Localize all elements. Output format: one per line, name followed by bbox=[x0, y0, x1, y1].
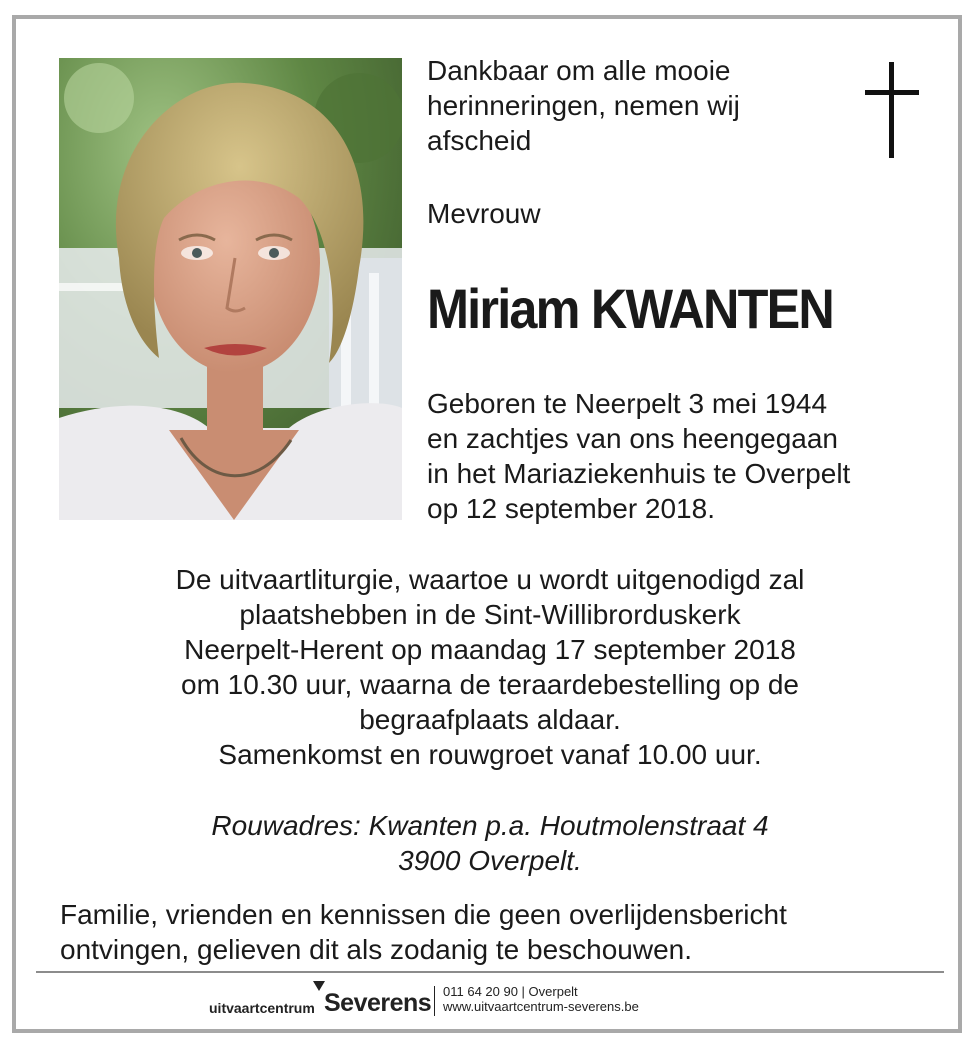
family-note-line: ontvingen, gelieven dit als zodanig te beschouwen. bbox=[60, 934, 692, 965]
birth-death-details bbox=[427, 386, 947, 526]
portrait-photo bbox=[59, 58, 402, 520]
portrait-illustration bbox=[59, 58, 402, 520]
family-note-line: Familie, vrienden en kennissen die geen overlijdensbericht bbox=[60, 899, 787, 930]
brand-name: Severens bbox=[324, 989, 432, 1017]
brand-prefix: uitvaartcentrum bbox=[209, 1000, 315, 1016]
liturgy-line: De uitvaartliturgie, waartoe u wordt uitgenodigd zal bbox=[175, 564, 805, 595]
liturgy-line: Neerpelt-Herent op maandag 17 september 2018 bbox=[184, 634, 796, 665]
contact-phone-location: 011 64 20 90 | Overpelt bbox=[443, 984, 578, 999]
dates-line: en zachtjes van ons heengegaan bbox=[427, 423, 838, 454]
liturgy-line: om 10.30 uur, waarna de teraardebestelling op de bbox=[181, 669, 799, 700]
contact-website-link[interactable]: www.uitvaartcentrum-severens.be bbox=[443, 999, 639, 1014]
address-line: Rouwadres: Kwanten p.a. Houtmolenstraat 4 bbox=[211, 810, 769, 841]
footer-divider bbox=[36, 971, 944, 973]
dates-line: in het Mariaziekenhuis te Overpelt bbox=[427, 458, 851, 489]
salutation: Mevrouw bbox=[427, 198, 541, 229]
liturgy-line: plaatshebben in de Sint-Willibrorduskerk bbox=[239, 599, 741, 630]
dates-line: op 12 september 2018. bbox=[427, 493, 715, 524]
deceased-name: Miriam KWANTEN bbox=[427, 277, 834, 340]
dates-line: Geboren te Neerpelt 3 mei 1944 bbox=[427, 388, 828, 419]
family-note bbox=[60, 897, 940, 967]
liturgy-line: Samenkomst en rouwgroet vanaf 10.00 uur. bbox=[218, 739, 762, 770]
footer-separator bbox=[434, 986, 435, 1016]
contact-info bbox=[443, 984, 639, 1014]
latin-cross-icon bbox=[862, 62, 922, 165]
intro-line: afscheid bbox=[427, 125, 532, 156]
intro-text bbox=[427, 53, 827, 158]
funeral-liturgy-details bbox=[40, 562, 940, 772]
address-line: 3900 Overpelt. bbox=[398, 845, 582, 876]
intro-line: herinneringen, nemen wij bbox=[427, 90, 740, 121]
intro-line: Dankbaar om alle mooie bbox=[427, 55, 731, 86]
mourning-address bbox=[40, 808, 940, 878]
funeral-home-footer bbox=[0, 978, 980, 1028]
liturgy-line: begraafplaats aldaar. bbox=[359, 704, 621, 735]
